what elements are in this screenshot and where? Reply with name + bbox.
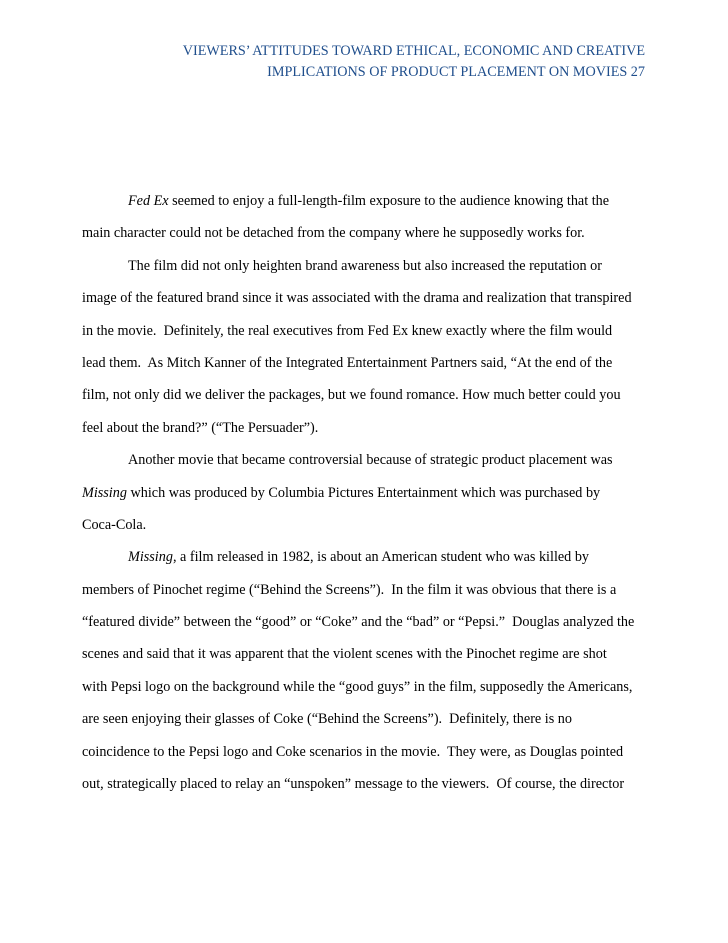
text-line [82, 224, 647, 256]
text-span: members of Pinochet regime (“Behind the Screens”). In the film it was obvious that there is a [82, 581, 617, 598]
text-span: lead them. As Mitch Kanner of the Integrated Entertainment Partners said, “At the end of the [82, 354, 613, 371]
text-span: feel about the brand?” (“The Persuader”). [82, 419, 319, 436]
text-span: with Pepsi logo on the background while the “good guys” in the film, supposedly the Americans, [82, 678, 633, 695]
text-line [82, 451, 647, 483]
text-line [82, 322, 647, 354]
text-span: out, strategically placed to relay an “unspoken” message to the viewers. Of course, the director [82, 776, 625, 793]
text-line [82, 419, 647, 451]
running-head-line-1: VIEWERS’ ATTITUDES TOWARD ETHICAL, ECONOMIC AND CREATIVE [182, 43, 645, 59]
text-line [82, 484, 647, 516]
italic-title: Missing [82, 484, 127, 501]
text-span: seemed to enjoy a full-length-film exposure to the audience knowing that the [168, 193, 610, 209]
running-head-line-2: IMPLICATIONS OF PRODUCT PLACEMENT ON MOVIES 27 [267, 64, 645, 80]
body-text [82, 192, 647, 807]
text-span: main character could not be detached from the company where he supposedly works for. [82, 225, 585, 242]
italic-title: Missing [128, 549, 173, 566]
text-span: The film did not only heighten brand awareness but also increased the reputation or [128, 257, 602, 274]
text-line [82, 645, 647, 677]
text-line [82, 289, 647, 321]
text-line [82, 710, 647, 742]
text-span: Coca-Cola. [82, 516, 147, 533]
text-line [82, 386, 647, 418]
text-line [82, 775, 647, 807]
text-line [82, 192, 647, 224]
text-span: coincidence to the Pepsi logo and Coke scenarios in the movie. They were, as Douglas pointed [82, 743, 624, 760]
text-line [82, 581, 647, 613]
text-line [82, 354, 647, 386]
text-span: , a film released in 1982, is about an American student who was killed by [172, 549, 590, 566]
italic-title: Fed Ex [128, 193, 169, 209]
text-span: are seen enjoying their glasses of Coke (“Behind the Screens”). Definitely, there is no [82, 711, 572, 728]
text-line [82, 678, 647, 710]
text-span: “featured divide” between the “good” or “Coke” and the “bad” or “Pepsi.” Douglas analyzed the [82, 614, 635, 631]
text-span: image of the featured brand since it was associated with the drama and realization that transpired [82, 290, 632, 307]
text-span: film, not only did we deliver the packages, but we found romance. How much better could you [82, 387, 621, 404]
text-span: in the movie. Definitely, the real executives from Fed Ex knew exactly where the film would [82, 322, 613, 339]
running-head [100, 41, 645, 83]
text-span: which was produced by Columbia Pictures Entertainment which was purchased by [126, 484, 601, 501]
text-line [82, 548, 647, 580]
text-line [82, 743, 647, 775]
text-line [82, 257, 647, 289]
text-line [82, 613, 647, 645]
text-span: scenes and said that it was apparent that the violent scenes with the Pinochet regime are shot [82, 646, 607, 663]
text-line [82, 516, 647, 548]
text-span: Another movie that became controversial because of strategic product placement was [128, 452, 613, 469]
